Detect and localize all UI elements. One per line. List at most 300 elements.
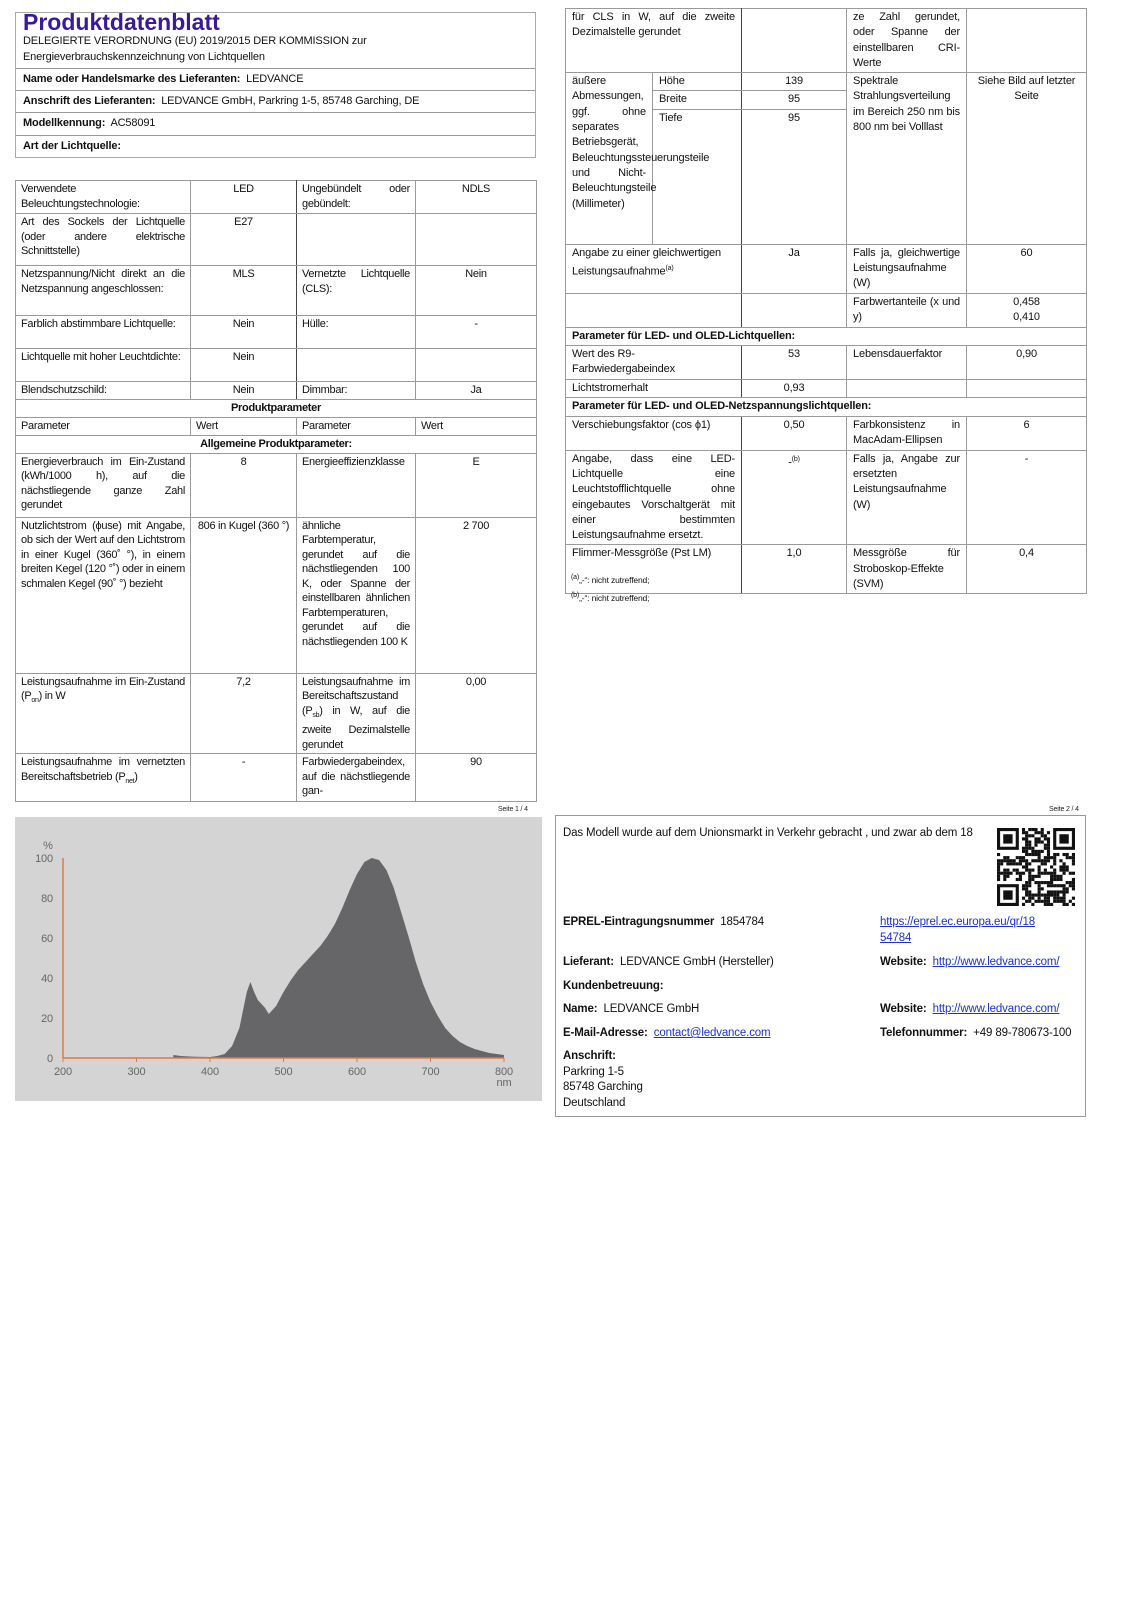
- qr-module: [1047, 900, 1050, 903]
- section-heading: Parameter für LED- und OLED-Netzspannungslichtquellen:: [566, 398, 1087, 416]
- qr-module: [1031, 859, 1034, 862]
- qr-module: [1009, 862, 1012, 865]
- email-link[interactable]: contact@ledvance.com: [653, 1027, 771, 1039]
- param-cell: [566, 293, 742, 327]
- qr-module: [1034, 837, 1037, 840]
- param-cell: Vernetzte Lichtquelle (CLS):: [297, 266, 416, 316]
- qr-module: [1028, 847, 1031, 850]
- qr-module: [1000, 862, 1003, 865]
- qr-module: [1022, 828, 1025, 831]
- qr-module: [1059, 869, 1062, 872]
- y-tick-label: 40: [41, 973, 53, 985]
- model-label: Modellkennung:: [23, 117, 106, 130]
- qr-module: [1066, 881, 1069, 884]
- qr-module: [1034, 850, 1037, 853]
- qr-module: [1053, 878, 1056, 881]
- qr-module: [1041, 894, 1044, 897]
- table-row: [16, 673, 537, 754]
- param-cell: [566, 244, 742, 293]
- qr-module: [1003, 869, 1006, 872]
- eprel-info-box: [555, 815, 1086, 1117]
- qr-module: [1056, 878, 1059, 881]
- regulation-line-1: DELEGIERTE VERORDNUNG (EU) 2019/2015 DER KOMMISSION zur: [23, 35, 367, 48]
- qr-module: [1059, 890, 1062, 893]
- qr-module: [1059, 878, 1062, 881]
- eprel-row: [563, 915, 764, 931]
- column-header-row: [16, 417, 537, 435]
- table-row: [16, 382, 537, 400]
- dimension-depth-label: Tiefe: [653, 109, 742, 244]
- name-row: [563, 1002, 699, 1018]
- qr-module: [1028, 884, 1031, 887]
- footnote-text: „-“: nicht zutreffend;: [579, 574, 650, 585]
- table-row: [566, 545, 1087, 594]
- website-label: Website:: [880, 956, 927, 968]
- qr-module: [1034, 844, 1037, 847]
- param-cell: Flimmer-Messgröße (Pst LM): [566, 545, 742, 594]
- qr-module: [1003, 859, 1006, 862]
- qr-code[interactable]: [997, 828, 1075, 906]
- qr-module: [1047, 890, 1050, 893]
- value-cell: [967, 293, 1087, 327]
- param-cell: Falls ja, Angabe zur ersetzten Leistungsaufnahme (W): [847, 450, 967, 545]
- qr-module: [1066, 903, 1069, 906]
- footnote-marker: (a): [571, 574, 580, 581]
- qr-module: [1059, 865, 1062, 868]
- param-cell: ähnliche Farbtemperatur, gerundet auf die nächstliegenden 100 K, oder Spanne der einstellbaren ähnlichen Farbtemperaturen, gerundet auf die nächstliegenden 100 K: [297, 517, 416, 673]
- qr-module: [1047, 831, 1050, 834]
- qr-module: [1063, 894, 1066, 897]
- qr-module: [1044, 900, 1047, 903]
- qr-module: [1000, 859, 1003, 862]
- qr-module: [1047, 859, 1050, 862]
- regulation-text: [16, 30, 535, 69]
- qr-module: [1044, 859, 1047, 862]
- qr-module: [1063, 862, 1066, 865]
- qr-module: [1063, 897, 1066, 900]
- param-cell: Lichtstromerhalt: [566, 380, 742, 398]
- param-cell: Falls ja, gleichwertige Leistungsaufnahme (W): [847, 244, 967, 293]
- value-cell: [967, 380, 1087, 398]
- dimension-height-label: Höhe: [653, 73, 742, 91]
- qr-module: [1016, 869, 1019, 872]
- qr-module: [1038, 894, 1041, 897]
- address-line: Parkring 1-5: [563, 1065, 624, 1078]
- qr-module: [1053, 862, 1056, 865]
- section-row: [16, 399, 537, 417]
- qr-module: [1066, 890, 1069, 893]
- table-row: [566, 293, 1087, 327]
- table-row: [16, 754, 537, 802]
- x-tick-label: 400: [201, 1066, 219, 1078]
- qr-module: [1063, 869, 1066, 872]
- qr-module: [1069, 881, 1072, 884]
- table-row: [16, 453, 537, 517]
- qr-module: [1041, 850, 1044, 853]
- qr-module: [1038, 897, 1041, 900]
- qr-module: [1038, 869, 1041, 872]
- value-cell: -: [416, 316, 537, 349]
- qr-module: [1028, 897, 1031, 900]
- value-cell: 1,0: [742, 545, 847, 594]
- customer-service-label: Kundenbetreuung:: [563, 980, 664, 992]
- qr-module: [1056, 890, 1059, 893]
- qr-module: [1006, 862, 1009, 865]
- qr-module: [997, 865, 1000, 868]
- text-part: ) in W, auf die zweite Dezimalstelle gerundet: [302, 704, 410, 751]
- qr-module: [1038, 900, 1041, 903]
- qr-module: [1044, 869, 1047, 872]
- qr-module: [1047, 847, 1050, 850]
- qr-module: [1022, 872, 1025, 875]
- qr-module: [1031, 828, 1034, 831]
- qr-module: [1025, 837, 1028, 840]
- qr-module: [1041, 887, 1044, 890]
- qr-module: [1019, 856, 1022, 859]
- y-tick-label: 60: [41, 933, 53, 945]
- spectrum-chart: [15, 817, 542, 1101]
- qr-module: [1003, 875, 1006, 878]
- qr-module: [1019, 859, 1022, 862]
- qr-module: [1069, 884, 1072, 887]
- param-cell: Energieeffizienzklasse: [297, 453, 416, 517]
- qr-module: [1041, 872, 1044, 875]
- qr-module: [1066, 865, 1069, 868]
- regulation-line-2: Energieverbrauchskennzeichnung von Lichtquellen: [23, 50, 265, 63]
- supplier-row: [563, 955, 774, 971]
- dimensions-label: äußere Abmessungen, ggf. ohne separates Betriebsgerät, Beleuchtungssteuerungsteile und Nicht-Beleuchtungsteile (Millimeter): [566, 73, 653, 245]
- qr-module: [1028, 828, 1031, 831]
- x-axis-label: nm: [496, 1077, 512, 1089]
- qr-module: [1047, 853, 1050, 856]
- page-number: Seite 2 / 4: [1049, 806, 1079, 813]
- equiv-label: Angabe zu einer gleichwertigen Leistungsaufnahme: [572, 246, 721, 278]
- param-cell: Farbkonsistenz in MacAdam-Ellipsen: [847, 416, 967, 450]
- fluor-value: -: [788, 456, 792, 469]
- qr-module: [1063, 890, 1066, 893]
- qr-module: [1063, 865, 1066, 868]
- value-cell: [742, 9, 847, 73]
- qr-module: [1031, 869, 1034, 872]
- param-cell: Dimmbar:: [297, 382, 416, 400]
- qr-module: [1044, 897, 1047, 900]
- qr-module: [1059, 859, 1062, 862]
- qr-module: [1034, 881, 1037, 884]
- left-parameter-table: [15, 180, 537, 802]
- product-parameters-heading: Produktparameter: [16, 399, 537, 417]
- param-cell: Nutzlichtstrom (ϕuse) mit Angabe, ob sich der Wert auf den Lichtstrom in einer Kugel (360˚ °), in einem breiten Kegel (120 °˚) oder in einem schmalen Kegel (90˚ °) bezieht: [16, 517, 191, 673]
- x-tick-label: 800: [495, 1066, 513, 1078]
- qr-module: [1016, 856, 1019, 859]
- qr-module: [1047, 840, 1050, 843]
- qr-module: [1016, 872, 1019, 875]
- qr-module: [1047, 844, 1050, 847]
- spectral-value: Siehe Bild auf letzter Seite: [967, 73, 1087, 245]
- website2-row: [880, 1002, 1059, 1018]
- footnote-b: [571, 592, 649, 603]
- qr-module: [1072, 872, 1075, 875]
- qr-module: [1038, 831, 1041, 834]
- phone-label: Telefonnummer:: [880, 1027, 968, 1039]
- qr-module: [1047, 897, 1050, 900]
- qr-module: [1066, 869, 1069, 872]
- qr-module: [1028, 875, 1031, 878]
- qr-module: [1031, 894, 1034, 897]
- qr-module: [1016, 862, 1019, 865]
- value-cell: E: [416, 453, 537, 517]
- qr-module: [1047, 856, 1050, 859]
- qr-module: [1047, 881, 1050, 884]
- qr-module: [1013, 869, 1016, 872]
- qr-module: [1022, 850, 1025, 853]
- qr-module: [997, 853, 1000, 856]
- qr-module: [1059, 884, 1062, 887]
- phone-value: +49 89-780673-100: [973, 1027, 1072, 1039]
- qr-module: [1028, 862, 1031, 865]
- section-row: [566, 398, 1087, 416]
- qr-module: [1047, 903, 1050, 906]
- value-cell: MLS: [191, 266, 297, 316]
- qr-module: [1038, 875, 1041, 878]
- qr-module: [1031, 875, 1034, 878]
- qr-module: [1041, 828, 1044, 831]
- address-label: Anschrift:: [563, 1050, 616, 1062]
- qr-module: [1028, 844, 1031, 847]
- model-row: [16, 113, 535, 135]
- param-cell: Messgröße für Stroboskop-Effekte (SVM): [847, 545, 967, 594]
- value-cell: NDLS: [416, 181, 537, 214]
- qr-module: [1044, 834, 1047, 837]
- qr-module: [1056, 894, 1059, 897]
- eprel-link[interactable]: [880, 915, 1035, 946]
- qr-module: [1072, 878, 1075, 881]
- qr-module: [1019, 878, 1022, 881]
- param-cell: Angabe, dass eine LED-Lichtquelle eine Leuchtstofflichtquelle ohne eingebautes Vorschaltgerät mit einer bestimmten Leistungsaufnahme ersetzt.: [566, 450, 742, 545]
- qr-module: [1066, 887, 1069, 890]
- value-cell: Nein: [191, 349, 297, 382]
- param-cell: Art des Sockels der Lichtquelle (oder andere elektrische Schnittstelle): [16, 214, 191, 266]
- address-line: Deutschland: [563, 1096, 626, 1109]
- qr-module: [1003, 856, 1006, 859]
- value-cell: [742, 450, 847, 545]
- text-part: Leistungsaufnahme im Bereitschaftszustand (P: [302, 675, 410, 717]
- qr-module: [1034, 900, 1037, 903]
- qr-module: [1069, 856, 1072, 859]
- table-row: [566, 380, 1087, 398]
- qr-module: [1028, 878, 1031, 881]
- qr-module: [1034, 875, 1037, 878]
- footnote-ref: (b): [791, 455, 800, 463]
- right-parameter-table: [565, 8, 1087, 594]
- qr-module: [1006, 869, 1009, 872]
- qr-module: [1038, 840, 1041, 843]
- table-row: [566, 9, 1087, 73]
- x-tick-label: 700: [421, 1066, 440, 1078]
- qr-module: [1059, 897, 1062, 900]
- text-part: ) in W: [38, 690, 66, 702]
- param-cell: für CLS in W, auf die zweite Dezimalstelle gerundet: [566, 9, 742, 73]
- qr-module: [1063, 872, 1066, 875]
- text-part: ): [134, 770, 138, 783]
- chroma-y: 0,410: [1013, 311, 1040, 324]
- qr-module: [1025, 840, 1028, 843]
- qr-module: [1050, 890, 1053, 893]
- value-cell: 0,00: [416, 673, 537, 754]
- qr-module: [1031, 853, 1034, 856]
- qr-module: [1053, 900, 1056, 903]
- value-cell: -: [191, 754, 297, 802]
- qr-module: [1050, 875, 1053, 878]
- y-tick-label: 80: [41, 893, 53, 905]
- qr-module: [1022, 865, 1025, 868]
- supplier-label: Lieferant:: [563, 956, 614, 968]
- param-cell: Blendschutzschild:: [16, 382, 191, 400]
- qr-module: [1022, 847, 1025, 850]
- qr-module: [1053, 875, 1056, 878]
- qr-module: [1025, 859, 1028, 862]
- qr-module: [1072, 903, 1075, 906]
- column-header: Parameter: [16, 417, 191, 435]
- qr-module: [1053, 856, 1056, 859]
- qr-module: [1063, 903, 1066, 906]
- qr-module: [1038, 872, 1041, 875]
- qr-module: [1025, 894, 1028, 897]
- qr-module: [1025, 887, 1028, 890]
- qr-module: [1053, 859, 1056, 862]
- eprel-link-part1[interactable]: https://eprel.ec.europa.eu/qr/18: [880, 916, 1036, 928]
- document-header: [15, 9, 536, 158]
- email-label: E-Mail-Adresse:: [563, 1027, 648, 1039]
- section-row: [566, 327, 1087, 345]
- qr-module: [1044, 862, 1047, 865]
- dimension-depth-value: 95: [742, 109, 847, 244]
- dimension-width-label: Breite: [653, 91, 742, 109]
- qr-module: [1047, 872, 1050, 875]
- qr-module: [1038, 890, 1041, 893]
- param-cell: ze Zahl gerundet, oder Spanne der einstellbaren CRI-Werte: [847, 9, 967, 73]
- qr-module: [997, 869, 1000, 872]
- website-link[interactable]: http://www.ledvance.com/: [932, 956, 1060, 968]
- subscript: net: [125, 777, 135, 785]
- qr-module: [1034, 859, 1037, 862]
- dimension-height-value: 139: [742, 73, 847, 91]
- email-row: [563, 1026, 770, 1042]
- param-cell: Lebensdauerfaktor: [847, 346, 967, 380]
- value-cell: 0,90: [967, 346, 1087, 380]
- value-cell: [416, 214, 537, 266]
- table-row: [566, 244, 1087, 293]
- value-cell: [967, 9, 1087, 73]
- qr-module: [997, 872, 1000, 875]
- qr-module: [1066, 856, 1069, 859]
- qr-module: [1031, 850, 1034, 853]
- qr-module: [1038, 850, 1041, 853]
- light-source-type-label: Art der Lichtquelle:: [23, 139, 121, 152]
- value-cell: 0,4: [967, 545, 1087, 594]
- column-header: Wert: [191, 417, 297, 435]
- qr-module: [1028, 834, 1031, 837]
- qr-module: [1041, 840, 1044, 843]
- qr-module: [1031, 897, 1034, 900]
- website2-link[interactable]: http://www.ledvance.com/: [932, 1003, 1060, 1015]
- param-cell: Verwendete Beleuchtungstechnologie:: [16, 181, 191, 214]
- qr-module: [1025, 834, 1028, 837]
- qr-module: [1069, 872, 1072, 875]
- eprel-link-part2[interactable]: 54784: [880, 931, 912, 944]
- qr-module: [997, 859, 1000, 862]
- param-cell: [847, 380, 967, 398]
- qr-module: [1050, 903, 1053, 906]
- qr-module: [1028, 853, 1031, 856]
- qr-module: [1013, 859, 1016, 862]
- footnote-a: [571, 574, 649, 585]
- qr-module: [1050, 878, 1053, 881]
- value-cell: Nein: [191, 382, 297, 400]
- qr-module: [1053, 872, 1056, 875]
- qr-module: [1041, 900, 1044, 903]
- qr-module: [1063, 887, 1066, 890]
- qr-module: [1034, 831, 1037, 834]
- value-cell: 53: [742, 346, 847, 380]
- qr-module: [1053, 869, 1056, 872]
- qr-module: [1050, 884, 1053, 887]
- table-row: [566, 450, 1087, 545]
- name-label: Name:: [563, 1003, 598, 1015]
- supplier-address-label: Anschrift des Lieferanten:: [23, 95, 156, 108]
- footnote-marker: (b): [571, 592, 580, 599]
- param-cell: Verschiebungsfaktor (cos ϕ1): [566, 416, 742, 450]
- qr-module: [1038, 887, 1041, 890]
- market-text: Das Modell wurde auf dem Unionsmarkt in Verkehr gebracht , und zwar ab dem 18: [563, 827, 973, 839]
- qr-module: [1050, 881, 1053, 884]
- qr-module: [1025, 881, 1028, 884]
- qr-module: [1022, 903, 1025, 906]
- param-cell: [297, 349, 416, 382]
- website2-label: Website:: [880, 1003, 927, 1015]
- subscript: on: [31, 697, 39, 705]
- qr-module: [1072, 884, 1075, 887]
- qr-module: [1053, 890, 1056, 893]
- param-cell: Wert des R9-Farbwiedergabeindex: [566, 346, 742, 380]
- param-cell: Netzspannung/Nicht direkt an die Netzspannung angeschlossen:: [16, 266, 191, 316]
- qr-module: [1028, 894, 1031, 897]
- qr-module: [1066, 853, 1069, 856]
- qr-module: [1006, 875, 1009, 878]
- qr-module: [1059, 875, 1062, 878]
- param-cell: Energieverbrauch im Ein-Zustand (kWh/1000 h), auf die nächstliegende ganze Zahl gerundet: [16, 453, 191, 517]
- qr-module: [1041, 881, 1044, 884]
- qr-module: [1025, 844, 1028, 847]
- qr-module: [1044, 847, 1047, 850]
- qr-module: [1013, 862, 1016, 865]
- x-tick-label: 500: [274, 1066, 293, 1078]
- qr-module: [1056, 853, 1059, 856]
- qr-module: [1028, 900, 1031, 903]
- table-row: [16, 214, 537, 266]
- value-cell: Nein: [416, 266, 537, 316]
- qr-module: [1056, 884, 1059, 887]
- value-cell: 8: [191, 453, 297, 517]
- value-cell: [416, 349, 537, 382]
- qr-module: [1034, 828, 1037, 831]
- value-cell: 90: [416, 754, 537, 802]
- qr-module: [1053, 884, 1056, 887]
- qr-module: [1072, 897, 1075, 900]
- phone-row: [880, 1026, 1071, 1042]
- model-id: AC58091: [110, 117, 156, 130]
- qr-module: [1072, 887, 1075, 890]
- qr-module: [1072, 853, 1075, 856]
